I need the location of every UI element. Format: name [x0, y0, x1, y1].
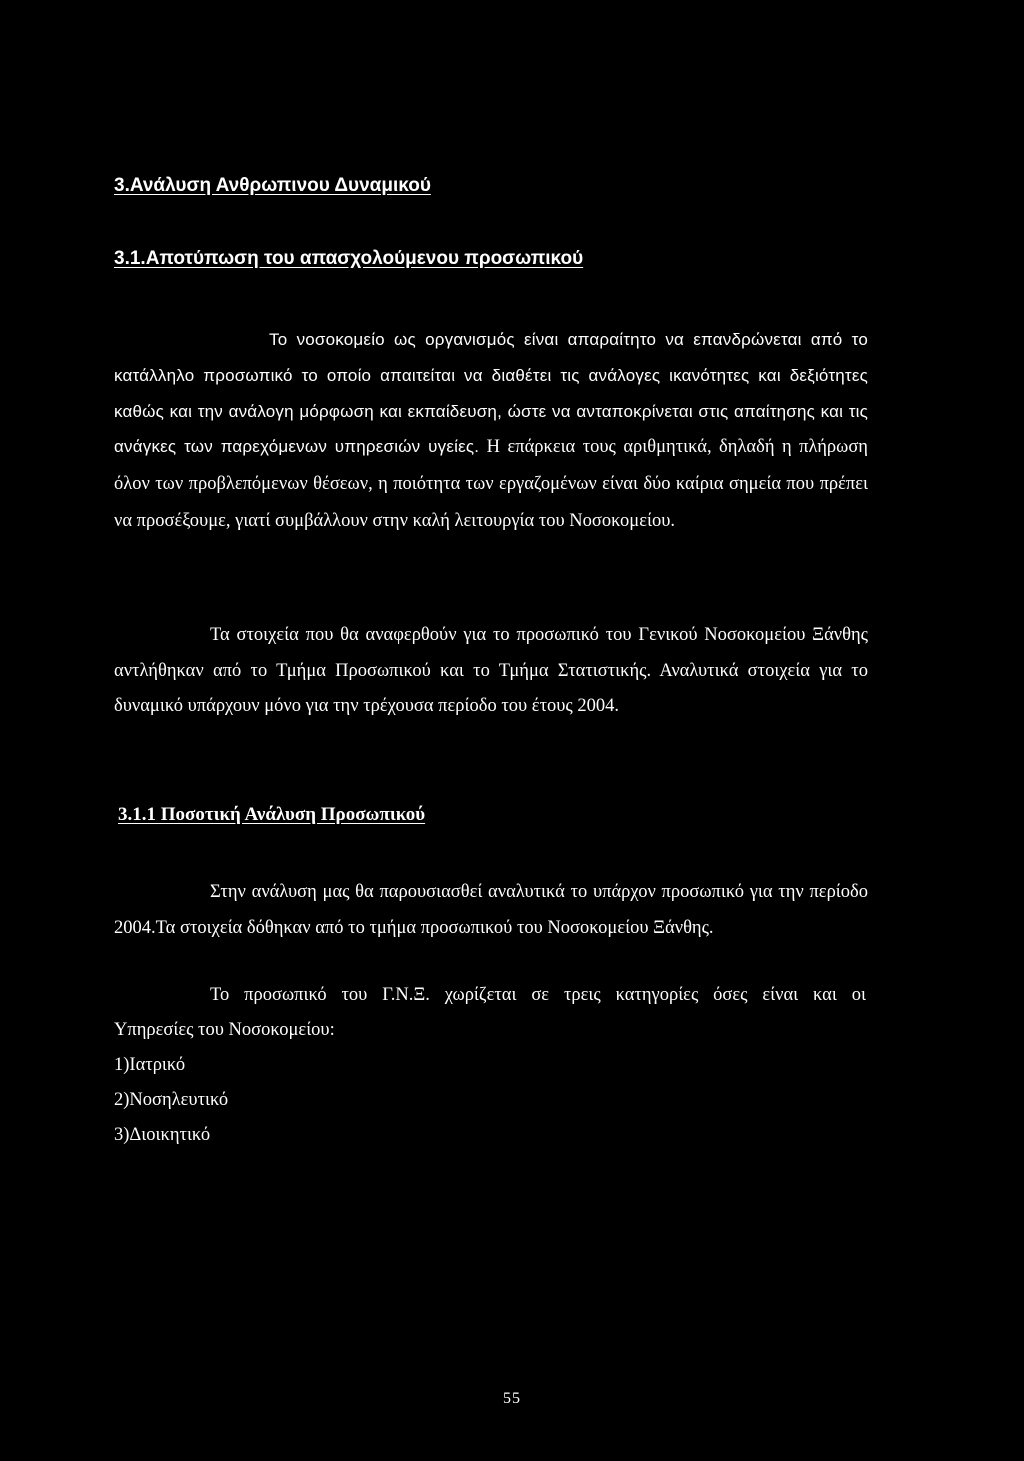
paragraph-hospital-staffing-part2: Η επάρκεια τους αριθμητικά, δηλαδή η πλήρωση όλον των προβλεπόμενων θέσεων, η ποιότητα των εργαζομένων είναι δύο καίρια σημεία που πρέπει να προσέξουμε, γιατί συμβάλλουν στην καλή λειτουργία του Νοσοκομείου. — [114, 437, 868, 531]
word: τρεις — [563, 985, 601, 1005]
word: Το — [210, 985, 230, 1005]
word: του — [341, 985, 368, 1005]
category-item-medical: 1)Ιατρικό — [114, 1055, 186, 1075]
services-line: Υπηρεσίες του Νοσοκομείου: — [114, 1020, 335, 1040]
subsection-heading: 3.1.Αποτύπωση του απασχολούμενου προσωπικού — [114, 248, 584, 269]
paragraph-hospital-staffing-part1: Το νοσοκομείο ως οργανισμός είναι απαραίτητο να επανδρώνεται από το κατάλληλο προσωπικό το οποίο απαιτείται να διαθέτει τις ανάλογες ικανότητες και δεξιότητες καθώς και την ανάλογη μόρφωση και εκπαίδευση, ώστε να ανταποκρίνεται στις απαίτησης και τις ανάγκες των παρεχόμενων υπηρεσιών υγείες. — [114, 330, 868, 457]
paragraph-hospital-staffing — [114, 322, 868, 540]
word: και — [813, 985, 837, 1005]
section-heading: 3.Ανάλυση Ανθρωπινου Δυναμικού — [114, 175, 431, 196]
word: κατηγορίες — [615, 985, 699, 1005]
word: όσες — [713, 985, 748, 1005]
word: οι — [851, 985, 866, 1005]
category-item-nursing: 2)Νοσηλευτικό — [114, 1090, 229, 1110]
word: χωρίζεται — [444, 985, 517, 1005]
word: σε — [531, 985, 550, 1005]
word: προσωπικό — [244, 985, 327, 1005]
page-number: 55 — [503, 1390, 521, 1407]
subsubsection-heading: 3.1.1 Ποσοτική Ανάλυση Προσωπικού — [118, 804, 426, 825]
paragraph-analysis-intro: Στην ανάλυση μας θα παρουσιασθεί αναλυτικά το υπάρχον προσωπικό για την περίοδο 2004.Τα στοιχεία δόθηκαν από το τμήμα προσωπικού του Νοσοκομείου Ξάνθης. — [114, 882, 868, 938]
word: είναι — [762, 985, 799, 1005]
paragraph-data-source: Τα στοιχεία που θα αναφερθούν για το προσωπικό του Γενικού Νοσοκομείου Ξάνθης αντλήθηκαν από το Τμήμα Προσωπικού και το Τμήμα Στατιστικής. Αναλυτικά στοιχεία για το δυναμικό υπάρχουν μόνο για την τρέχουσα περίοδο του έτους 2004. — [114, 625, 868, 716]
personnel-categories-line — [210, 985, 866, 1006]
word: Γ.Ν.Ξ. — [382, 985, 430, 1005]
category-item-administrative: 3)Διοικητικό — [114, 1125, 211, 1145]
